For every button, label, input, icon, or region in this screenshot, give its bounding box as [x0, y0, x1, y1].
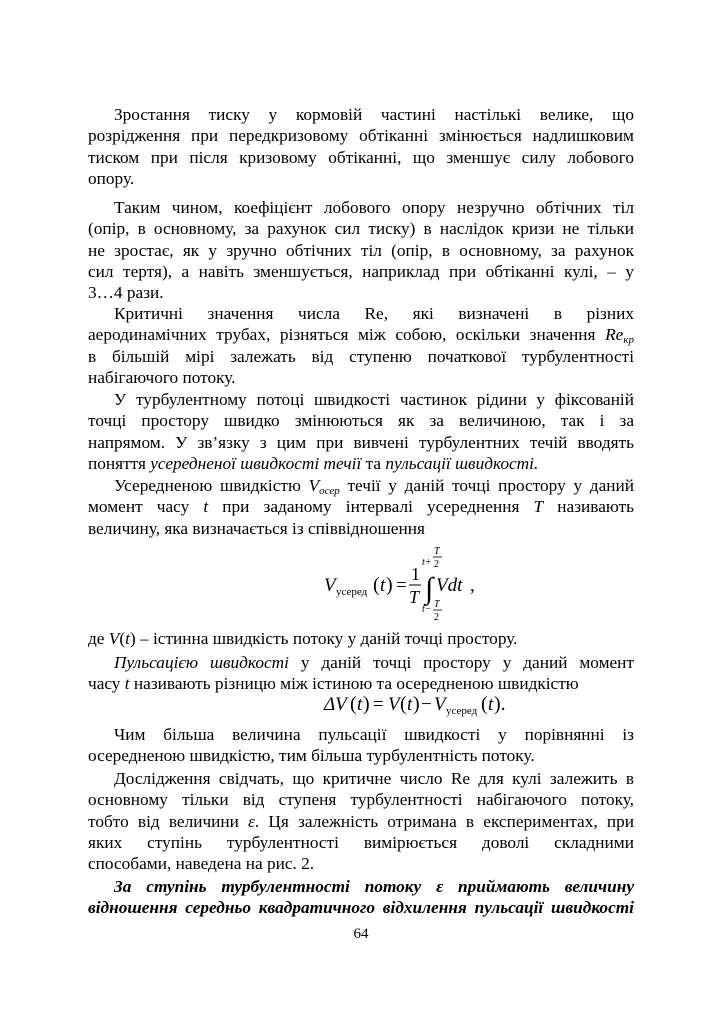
formula-paren: (: [373, 574, 380, 596]
paragraph-drag-coefficient: [88, 197, 634, 303]
symbol-t: t: [124, 674, 130, 694]
paragraph-research: [88, 768, 634, 874]
text-line: величину, яка визначається із співвідношення: [88, 518, 425, 538]
text-line: [88, 453, 634, 474]
text-line: [88, 324, 634, 345]
formula-paren: ): [386, 574, 393, 596]
upper-limit-t: t+: [422, 557, 432, 568]
formula-v: V: [324, 575, 336, 596]
text-line: не зростає, як у зручно обтічних тіл (опір, в основному, за рахунок: [88, 240, 634, 260]
text-span: Усередненою швидкістю: [114, 476, 309, 495]
text-line: [88, 628, 634, 649]
text-line: тиском при після кризовому обтіканні, що зменшує силу лобового: [88, 147, 634, 167]
text-line: Зростання тиску у кормовій частині настількі велике, що: [114, 105, 634, 124]
formula-paren: (: [481, 693, 488, 715]
term-averaged-velocity: усередненої швидкості течії: [150, 453, 362, 473]
text-span: ) – істинна швидкість потоку у даній точці простору.: [129, 629, 518, 648]
text-line: У турбулентному потоці швидкості частинок рідини у фіксованій: [114, 390, 634, 409]
formula-equals: =: [396, 575, 407, 596]
integral-symbol: ∫: [425, 572, 434, 605]
text-span: та: [361, 453, 386, 473]
text-line: осередненою швидкістю, тим більша турбулентність потоку.: [88, 746, 535, 766]
formula-paren: ): [363, 693, 370, 715]
text-line: [88, 652, 634, 673]
symbol-T: T: [533, 497, 544, 517]
text-line: напрямом. У зв’язку з цим при вивчені турбулентних течій вводять: [88, 432, 634, 452]
re-symbol: Re: [605, 325, 624, 345]
formula-v: V: [434, 694, 446, 715]
formula-t: t: [407, 694, 413, 715]
text-span: (: [119, 629, 126, 648]
formula-t: t: [488, 694, 494, 715]
text-line: точці простору швидко змінюються як за величиною, так і за: [88, 411, 634, 431]
text-line: (опір, в основному, за рахунок сил тиску) в наслідок кризи не тільки: [88, 219, 634, 239]
text-line: опору.: [88, 168, 135, 188]
upper-limit-2: 2: [434, 559, 439, 570]
text-line: відношення середньо квадратичного відхилення пульсації швидкості: [88, 898, 634, 918]
term-pulsation: Пульсацією швидкості: [114, 653, 289, 672]
lower-limit-2: 2: [434, 612, 439, 623]
text-line: 3…4 рази.: [88, 283, 164, 303]
formula-t: t: [380, 575, 386, 596]
integrand: Vdt: [436, 575, 463, 596]
text-line: Критичні значення числа Re, які визначені в різних: [114, 304, 634, 323]
text-line: [88, 475, 634, 496]
symbol-subscript: осер: [319, 485, 340, 497]
paragraph-turbulent-flow: [88, 389, 634, 474]
formula-v-subscript: усеред: [446, 705, 478, 717]
paragraph-pressure-growth: [88, 104, 634, 189]
formula-pulsation: [320, 688, 520, 718]
text-span: поняття: [88, 453, 151, 473]
text-line: способами, наведена на рис. 2.: [88, 854, 315, 874]
text-span: при заданому інтервалі усереднення: [208, 497, 534, 517]
text-line: [88, 811, 634, 832]
upper-limit-T: T: [434, 546, 440, 557]
lower-limit-t: t−: [422, 604, 432, 615]
text-line: яких ступінь турбулентності вимірюється доволі складними: [88, 832, 634, 852]
paragraph-averaged-velocity-def: [88, 475, 634, 539]
symbol-t: t: [203, 497, 209, 517]
symbol-t: t: [125, 629, 130, 648]
text-span: де: [88, 629, 109, 648]
formula-comma: ,: [470, 575, 475, 596]
formula-v: V: [388, 694, 400, 715]
formula-t: t: [357, 694, 363, 715]
text-line: основному тільки від ступеня турбулентності набігаючого потоку,: [88, 790, 634, 810]
text-span: . Ця залежність отримана в експериментах, при: [254, 811, 634, 831]
text-span: у даній точці простору у даний момент: [288, 653, 634, 672]
text-span: часу: [88, 674, 125, 694]
formula-delta-v: ΔV: [324, 694, 347, 715]
symbol-epsilon: ε: [248, 811, 255, 831]
formula-denominator: T: [409, 587, 420, 607]
re-subscript: кр: [623, 334, 634, 347]
formula-equals: =: [373, 694, 384, 715]
paragraph-turbulence-degree-def: [88, 876, 634, 919]
text-line: сил тертя), а навіть зменшується, наприклад при обтіканні кулі, – у: [88, 261, 634, 281]
lower-limit-T: T: [434, 599, 440, 610]
formula-paren: ): [413, 693, 420, 715]
formula-paren: (: [400, 693, 407, 715]
formula-numerator: 1: [411, 564, 420, 584]
text-span: називають: [543, 497, 635, 517]
text-span: момент часу: [88, 497, 204, 517]
paragraph-true-velocity: [88, 628, 634, 649]
page-number: 64: [353, 926, 369, 942]
text-span: течії у даній точці простору у даний: [339, 476, 635, 495]
text-line: Таким чином, коефіцієнт лобового опору незручно обтічних тіл: [114, 198, 634, 217]
formula-paren-period: ).: [494, 693, 506, 715]
text-line: Чим більша величина пульсації швидкості у порівнянні із: [114, 725, 634, 744]
text-line: в більшій мірі залежать від ступеню початкової турбулентності: [88, 346, 634, 366]
text-line: [88, 496, 634, 517]
formula-v-subscript: усеред: [336, 586, 368, 598]
symbol-v: V: [108, 629, 120, 648]
text-span: тобто від величини: [88, 811, 249, 831]
text-line: За ступінь турбулентності потоку ε приймають величину: [114, 877, 634, 896]
text-line: Дослідження свідчать, що критичне число Re для кулі залежить в: [114, 769, 634, 788]
text-line: розрідження при передкризовому обтіканні змінюється надлишковим: [88, 126, 634, 146]
symbol-v: V: [308, 476, 320, 495]
text-span: аеродинамічних трубах, різняться між собою, оскільки значення: [88, 325, 606, 345]
formula-averaged-velocity: [318, 540, 488, 628]
formula-paren: (: [350, 693, 357, 715]
formula-minus: −: [421, 694, 432, 715]
text-span: називають різницю між істиною та осередненою швидкістю: [129, 674, 579, 694]
paragraph-turbulence-intensity: [88, 724, 634, 767]
text-line: набігаючого потоку.: [88, 367, 236, 387]
term-velocity-pulsation: пульсації швидкості.: [385, 453, 539, 473]
paragraph-critical-re: [88, 303, 634, 388]
